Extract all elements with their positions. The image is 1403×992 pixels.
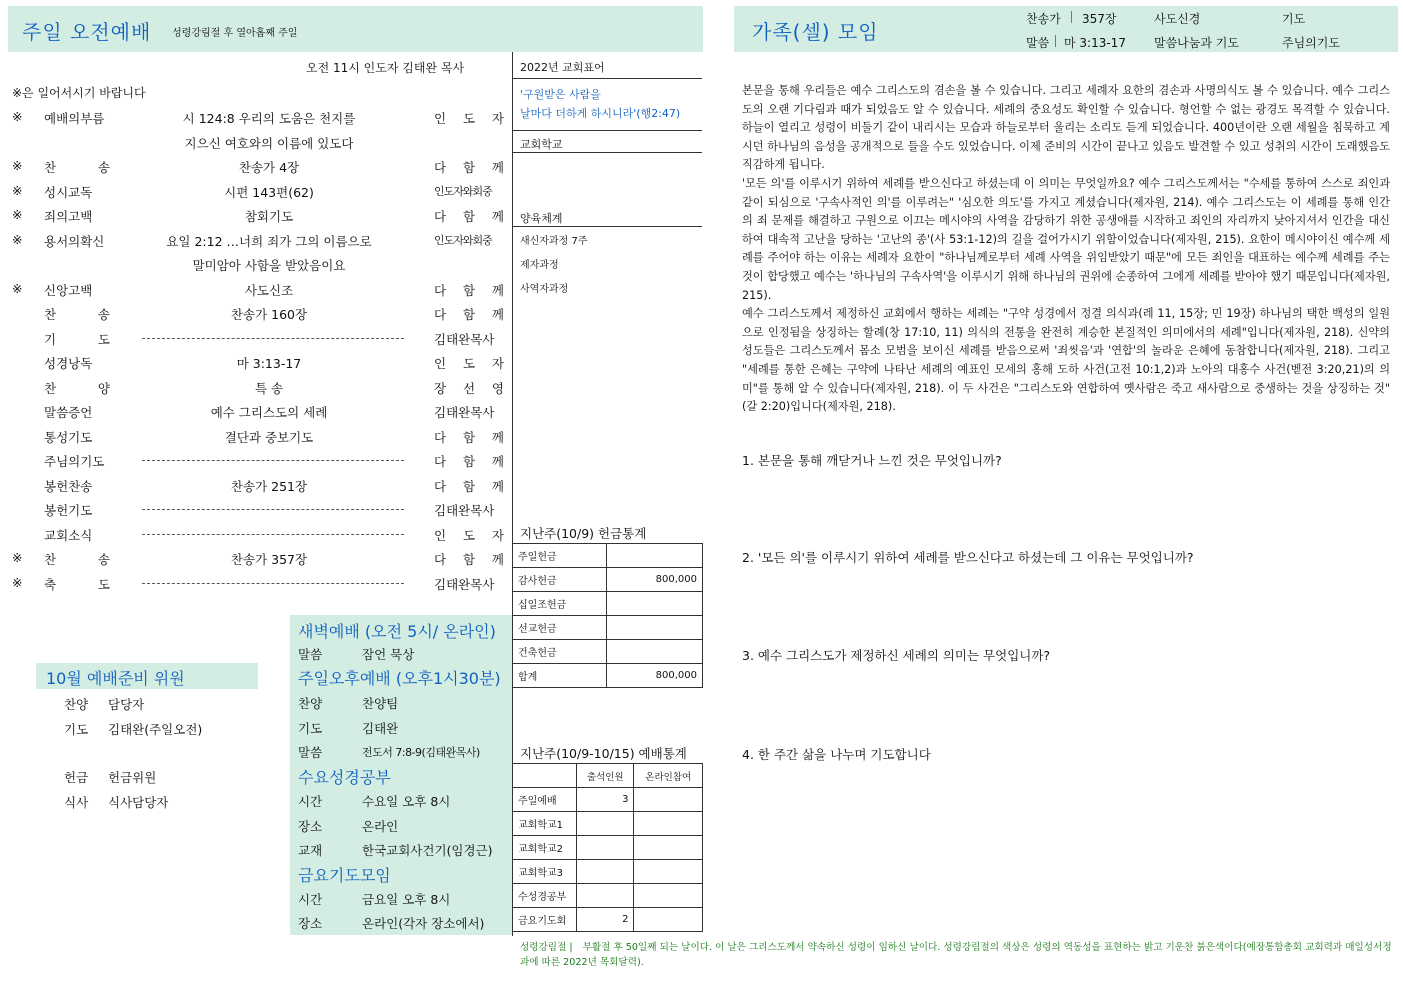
- worship-content: 참회기도: [244, 209, 294, 224]
- wednesday-study-title: 수요성경공부: [298, 768, 391, 787]
- attendance-row: [513, 812, 703, 836]
- worship-row: [12, 302, 506, 326]
- worship-row: [12, 155, 506, 179]
- discussion-question: 3. 예수 그리스도가 제정하신 세례의 의미는 무엇입니까?: [742, 648, 1051, 663]
- hymn-label: 찬송가: [1026, 12, 1061, 26]
- schedule-panel: [290, 615, 512, 935]
- afternoon-label: 말씀: [298, 745, 323, 760]
- worship-leader: 인도자와회중: [434, 184, 492, 198]
- worship-element: 주님의기도: [44, 454, 105, 469]
- dawn-service-title: 새벽예배 (오전 5시/ 온라인): [298, 622, 496, 641]
- worship-element: 축 도: [44, 576, 110, 592]
- body-paragraph: 예수 그리스도께서 제정하신 교회에서 행하는 세례는 "구약 성경에서 정결 의식과(레 11, 15장; 민 19장) 하나님의 택한 백성의 일원으로 인정됨을 상징하는 할례(창 17:10, 11) 의식의 전통을 완전히 계승한 본질적인 의미에서의 세례"입니다(제자원, 218). 신약의 성도들은 그리스도께서 몸소 모범을 보이신 세례를 받음으로써 '죄씻음'과 '연합'의 놀라운 은혜에 동참합니다(제자원, 218). 그리고 "세례를 통한 은혜는 구약에 나타난 세례의 예표인 모세의 홍해 도하 사건(고전 10:1,2)과 노아의 대홍수 사건(벧전 3:20,21)의 의미"를 통해 알 수 있습니다(제자원, 218). 이 두 사건은 "그리스도와 연합하여 옛사람은 죽고 새사람으로 중생하는 것을 상징하는 것"(갈 2:20)입니다(제자원, 218).: [742, 307, 1390, 414]
- worship-row: [12, 131, 506, 155]
- attendance-col-header: 출석인원: [577, 764, 634, 788]
- worship-leader: 인도자와회중: [434, 233, 492, 247]
- worship-content: 시편 143편(62): [224, 184, 314, 200]
- afternoon-label: 기도: [298, 721, 323, 736]
- worship-mark: ※: [12, 280, 23, 296]
- prayer-label: 기도: [1282, 12, 1306, 26]
- attendance-label: 교회학교1: [513, 812, 577, 836]
- header-separator: [1071, 11, 1072, 23]
- dashed-leader-line: [142, 583, 404, 584]
- attendance-count: [577, 812, 634, 836]
- education-item: 새신자과정 7주: [520, 236, 588, 247]
- attendance-count: [577, 836, 634, 860]
- motto-line-1: '구원받은 사람을: [520, 88, 601, 101]
- dashed-leader-line: [142, 460, 404, 461]
- offering-amount: 800,000: [607, 568, 703, 592]
- attendance-row: [513, 884, 703, 908]
- worship-row: [12, 106, 506, 130]
- attendance-count: 3: [577, 788, 634, 812]
- wednesday-value: 수요일 오후 8시: [362, 794, 451, 809]
- word-passage: 마 3:13-17: [1064, 36, 1126, 50]
- school-top-line: [512, 130, 702, 131]
- offering-label: 합계: [513, 664, 607, 688]
- attendance-label: 금요기도회: [513, 908, 577, 932]
- attendance-row: [513, 788, 703, 812]
- worship-leader: 다 함 께: [434, 307, 504, 322]
- worship-element: 용서의확신: [44, 233, 105, 249]
- worship-leader: 김태완목사: [434, 576, 495, 592]
- attendance-online: [634, 908, 703, 932]
- offering-amount: 800,000: [607, 664, 703, 688]
- discussion-question: 4. 한 주간 삶을 나누며 기도합니다: [742, 747, 931, 762]
- attendance-count: 2: [577, 908, 634, 932]
- worship-leader: 다 함 께: [434, 282, 504, 298]
- worship-content: 예수 그리스도의 세례: [210, 405, 328, 420]
- committee-value: 담당자: [108, 697, 145, 712]
- worship-element: 봉헌찬송: [44, 478, 93, 494]
- worship-row: [12, 572, 506, 596]
- attendance-online: [634, 788, 703, 812]
- education-item: 사역자과정: [520, 284, 569, 295]
- offering-label: 건축헌금: [513, 640, 607, 664]
- worship-row: [12, 327, 506, 351]
- worship-content: 마 3:13-17: [236, 356, 302, 371]
- worship-leader: 다 함 께: [434, 478, 504, 494]
- service-info: 오전 11시 인도자 김태완 목사: [306, 61, 465, 75]
- attendance-col-header: 온라인참여: [634, 764, 703, 788]
- attendance-label: 주일예배: [513, 788, 577, 812]
- committee-value: 헌금위원: [108, 770, 157, 785]
- worship-leader: 다 함 께: [434, 160, 504, 175]
- attendance-label: 수성경공부: [513, 884, 577, 908]
- offering-row: [513, 544, 703, 568]
- body-paragraph: '모든 의'를 이루시기 위하여 세례를 받으신다고 하셨는데 이 의미는 무엇일까요? 예수 그리스도께서는 "수세를 통하여 스스로 죄인과 같이 되심으로 '구속사적인 의'를 이루려는" '심오한 의도'를 가지고 계셨습니다(제자원, 214). 예수 그리스도는 이 세례를 통해 인간의 죄 문제를 해결하고 구원으로 이끄는 메시야의 사역을 감당하기 위한 공생애를 시작하고 죄인의 자리까지 낮아지셔서 인간을 대신하여 대속적 고난을 당하는 '고난의 종'(사 53:1-12)의 길을 걸어가시기 위함이었습니다(제자원, 215). 요한이 메시야이신 예수께 세례를 주어야 하는 이유는 세례자 요한이 "하나님께로부터 세례 사역을 위임받았기 때문"에 모든 죄인을 대표하는 예수께 세례를 주는 것이 합당했고 예수는 '하나님의 구속사역'을 이루시기 위해 하나님의 권위에 순종하여 그에게 세례를 받아야 했기 때문입니다(제자원, 215).: [742, 176, 1390, 302]
- worship-element: 찬 양: [44, 380, 110, 396]
- offering-row: [513, 664, 703, 688]
- sermon-body: [742, 82, 1390, 417]
- wednesday-label: 교재: [298, 843, 323, 858]
- attendance-online: [634, 884, 703, 908]
- worship-row: [12, 229, 506, 253]
- attendance-header-row: [513, 764, 703, 788]
- worship-mark: ※: [12, 207, 23, 222]
- afternoon-service-title: 주일오후예배 (오후1시30분): [298, 669, 501, 688]
- worship-content: 찬송가 251장: [230, 478, 308, 494]
- motto-heading: 2022년 교회표어: [520, 61, 605, 74]
- worship-leader: 김태완목사: [434, 405, 495, 420]
- creed-label: 사도신경: [1154, 12, 1201, 26]
- friday-value: 금요일 오후 8시: [362, 892, 451, 907]
- worship-content: 찬송가 357장: [230, 552, 308, 567]
- offering-row: [513, 640, 703, 664]
- offering-row: [513, 616, 703, 640]
- friday-prayer-title: 금요기도모임: [298, 866, 391, 885]
- worship-element: 찬 송: [44, 552, 110, 567]
- attendance-row: [513, 836, 703, 860]
- attendance-online: [634, 836, 703, 860]
- friday-value: 온라인(각자 장소에서): [362, 916, 485, 931]
- worship-element: 찬 송: [44, 160, 110, 175]
- worship-row: [12, 376, 506, 400]
- sunday-school-label: 교회학교: [520, 138, 563, 151]
- hymn-number: 357장: [1082, 12, 1117, 26]
- worship-leader: 김태완목사: [434, 503, 495, 518]
- attendance-row: [513, 908, 703, 932]
- offering-label: 십일조헌금: [513, 592, 607, 616]
- offering-amount: [607, 640, 703, 664]
- attendance-label: 교회학교3: [513, 860, 577, 884]
- committee-value: 김태완(주일오전): [108, 722, 203, 737]
- worship-element: 예배의부름: [44, 111, 105, 126]
- worship-row: [12, 278, 506, 302]
- cell-meeting-title: 가족(셀) 모임: [752, 20, 879, 44]
- footnote-label: 성령강림절 |: [520, 942, 573, 953]
- afternoon-value: 전도서 7:8-9(김태완목사): [362, 746, 480, 759]
- committee-value: 식사담당자: [108, 795, 169, 810]
- worship-element: 죄의고백: [44, 209, 93, 224]
- standing-note: ※은 일어서시기 바랍니다: [12, 86, 146, 100]
- worship-mark: ※: [12, 109, 23, 124]
- offering-amount: [607, 544, 703, 568]
- worship-element: 성경낭독: [44, 356, 93, 371]
- wednesday-label: 시간: [298, 794, 323, 809]
- worship-element: 신앙고백: [44, 282, 93, 298]
- school-bottom-line: [512, 152, 702, 153]
- pentecost-footnote: [520, 940, 1392, 970]
- discussion-question: 1. 본문을 통해 깨닫거나 느낀 것은 무엇입니까?: [742, 453, 1002, 468]
- header-separator: [1055, 35, 1056, 47]
- dawn-word-label: 말씀: [298, 647, 323, 662]
- afternoon-value: 찬양팀: [362, 696, 399, 711]
- worship-element: 통성기도: [44, 429, 93, 445]
- worship-leader: 김태완목사: [434, 331, 495, 347]
- worship-content: 말미암아 사함을 받았음이요: [192, 258, 346, 273]
- attendance-corner: [513, 764, 577, 788]
- attendance-count: [577, 860, 634, 884]
- dashed-leader-line: [142, 338, 404, 339]
- worship-content: 지으신 여호와의 이름에 있도다: [184, 135, 354, 151]
- worship-content: 요일 2:12 …너희 죄가 그의 이름으로: [166, 233, 372, 249]
- attendance-table: [512, 763, 703, 932]
- worship-content: 특 송: [254, 380, 284, 396]
- friday-label: 시간: [298, 892, 323, 907]
- worship-mark: ※: [12, 231, 23, 247]
- discussion-question: 2. '모든 의'를 이루시기 위하여 세례를 받으신다고 하셨는데 그 이유는 무엇입니까?: [742, 550, 1194, 565]
- worship-row: [12, 204, 506, 228]
- offering-row: [513, 592, 703, 616]
- afternoon-label: 찬양: [298, 696, 323, 711]
- worship-content: 시 124:8 우리의 도움은 천지를: [182, 111, 356, 126]
- worship-content: 사도신조: [244, 282, 294, 298]
- dawn-word: 잠언 묵상: [362, 647, 415, 662]
- afternoon-value: 김태완: [362, 721, 399, 736]
- worship-row: [12, 351, 506, 375]
- dashed-leader-line: [142, 509, 404, 510]
- attendance-label: 교회학교2: [513, 836, 577, 860]
- body-paragraph: 본문을 통해 우리들은 예수 그리스도의 겸손을 볼 수 있습니다. 그리고 세례자 요한의 겸손과 사명의식도 볼 수 있습니다. 예수 그리스도의 오랜 기다림과 때가 되었음도 알 수 있습니다. 세례의 중요성도 확인할 수 있습니다. 형언할 수 없는 광경도 목격할 수 있습니다. 하늘이 열리고 성령이 비둘기 같이 내리시는 모습과 하늘로부터 울리는 소리도 듣게 되었습니다. 400년이란 오랜 세월을 침묵하고 계시던 하나님의 음성을 공개적으로 들을 수도 있었습니다. 이제 준비의 시간이 끝나고 있음도 발견할 수 있고 성취의 시간이 도래했음도 직감하게 됩니다.: [742, 84, 1390, 172]
- committee-label: 찬양: [64, 697, 89, 712]
- attendance-heading: 지난주(10/9-10/15) 예배통계: [520, 746, 687, 761]
- attendance-online: [634, 812, 703, 836]
- footnote-text: 부활절 후 50일째 되는 날이다. 이 날은 그리스도께서 약속하신 성령이 임하신 날이다. 성령강림절의 색상은 성령의 역동성을 표현하는 밝고 기운찬 붉은색이다(예장통합총회 교회력과 매일성서정과에 따른 2022년 목회달력).: [520, 942, 1392, 968]
- worship-leader: 다 함 께: [434, 552, 504, 567]
- worship-mark: ※: [12, 158, 23, 173]
- dashed-leader-line: [142, 534, 404, 535]
- committee-label: 기도: [64, 722, 89, 737]
- lords-prayer-label: 주님의기도: [1282, 36, 1340, 50]
- worship-element: 봉헌기도: [44, 503, 93, 518]
- attendance-count: [577, 884, 634, 908]
- motto-line-2: 날마다 더하게 하시니라'(행2:47): [520, 107, 681, 120]
- worship-element: 찬 송: [44, 307, 110, 322]
- wednesday-value: 온라인: [362, 819, 399, 834]
- worship-element: 성시교독: [44, 184, 93, 200]
- page-subtitle: 성령강림절 후 열아홉째 주일: [172, 28, 298, 39]
- committee-label: 식사: [64, 795, 89, 810]
- worship-row: [12, 498, 506, 522]
- worship-mark: ※: [12, 550, 23, 565]
- worship-leader: 인 도 자: [434, 527, 504, 543]
- sharing-label: 말씀나눔과 기도: [1154, 36, 1239, 50]
- worship-element: 기 도: [44, 331, 110, 347]
- offering-heading: 지난주(10/9) 헌금통계: [520, 526, 647, 541]
- motto-top-line: [512, 78, 702, 79]
- worship-leader: 다 함 께: [434, 209, 504, 224]
- worship-mark: ※: [12, 574, 23, 590]
- worship-leader: 인 도 자: [434, 356, 504, 371]
- committee-title: 10월 예배준비 위원: [46, 669, 185, 688]
- education-heading: 양육체계: [520, 212, 563, 225]
- page-title: 주일 오전예배: [22, 20, 152, 44]
- education-item: 제자과정: [520, 260, 559, 271]
- worship-row: [12, 253, 506, 277]
- offering-label: 선교헌금: [513, 616, 607, 640]
- worship-row: [12, 547, 506, 571]
- word-label: 말씀: [1026, 36, 1050, 50]
- offering-amount: [607, 616, 703, 640]
- worship-leader: 다 함 께: [434, 429, 504, 445]
- offering-label: 감사헌금: [513, 568, 607, 592]
- worship-row: [12, 180, 506, 204]
- committee-label: 헌금: [64, 770, 89, 785]
- offering-table: [512, 543, 703, 688]
- worship-leader: 인 도 자: [434, 111, 504, 126]
- worship-content: 결단과 중보기도: [224, 429, 314, 445]
- worship-row: [12, 449, 506, 473]
- worship-row: [12, 425, 506, 449]
- offering-amount: [607, 592, 703, 616]
- education-line: [512, 226, 702, 227]
- worship-element: 교회소식: [44, 527, 93, 543]
- wednesday-value: 한국교회사건기(임경근): [362, 843, 493, 858]
- worship-leader: 다 함 께: [434, 454, 504, 469]
- offering-row: [513, 568, 703, 592]
- attendance-online: [634, 860, 703, 884]
- worship-row: [12, 474, 506, 498]
- worship-row: [12, 523, 506, 547]
- worship-element: 말씀증언: [44, 405, 93, 420]
- offering-label: 주일헌금: [513, 544, 607, 568]
- worship-mark: ※: [12, 182, 23, 198]
- worship-content: 찬송가 4장: [238, 160, 300, 175]
- worship-leader: 장 선 영: [434, 380, 504, 396]
- worship-content: 찬송가 160장: [230, 307, 308, 322]
- worship-row: [12, 400, 506, 424]
- friday-label: 장소: [298, 916, 323, 931]
- wednesday-label: 장소: [298, 819, 323, 834]
- attendance-row: [513, 860, 703, 884]
